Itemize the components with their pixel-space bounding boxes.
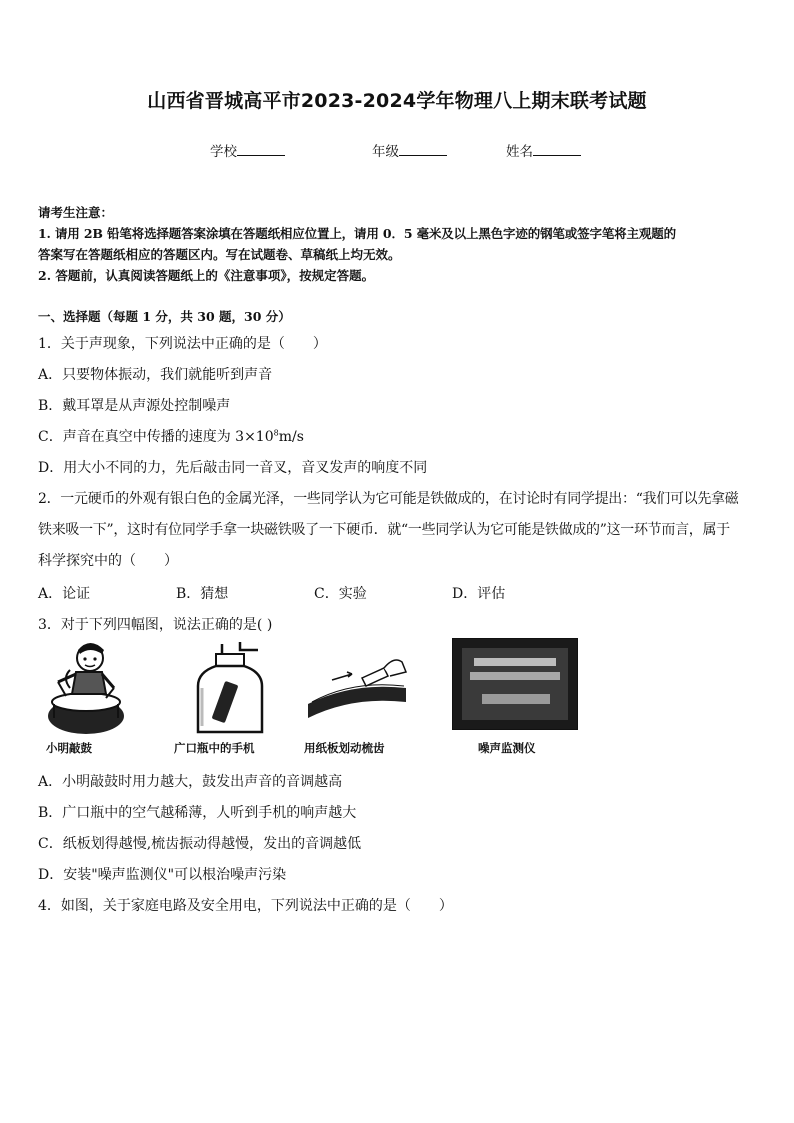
name-label: 姓名 [506,144,533,160]
school-field [210,140,285,160]
q2-stem-line2: 铁来吸一下”，这时有位同学手拿一块磁铁吸了一下硬币．就“一些同学认为它可能是铁做成的”这一环节而言，属于 [38,522,730,538]
q2-stem-line3: 科学探究中的（ ） [38,553,178,569]
q3-option-c: C．纸板划得越慢,梳齿振动得越慢，发出的音调越低 [38,836,362,852]
q1-option-c [38,426,304,446]
q1-option-c-exponent: 8 [273,428,279,438]
q2-option-d: D．评估 [452,586,506,602]
school-label: 学校 [210,144,237,160]
caption-drum: 小明敲鼓 [46,741,92,755]
notice-item2: 2. 答题前，认真阅读答题纸上的《注意事项》，按规定答题。 [38,268,375,283]
name-field [506,140,581,160]
q1-option-c-unit: m/s [278,429,304,445]
comb-card-figure [302,638,412,738]
q1-option-c-text: C．声音在真空中传播的速度为 3×10 [38,429,274,445]
grade-label: 年级 [372,144,399,160]
q3-figures [40,638,600,760]
q3-option-b: B．广口瓶中的空气越稀薄，人听到手机的响声越大 [38,805,357,821]
notice-item1-line1: 1. 请用 2B 铅笔将选择题答案涂填在答题纸相应位置上，请用 0．5 毫米及以上黑色字迹的钢笔或签字笔将主观题的 [38,226,676,241]
q1-option-b: B．戴耳罩是从声源处控制噪声 [38,398,231,414]
caption-comb: 用纸板划动梳齿 [304,741,385,755]
q2-stem-line1: 2．一元硬币的外观有银白色的金属光泽，一些同学认为它可能是铁做成的，在讨论时有同学提出：“我们可以先拿磁 [38,491,739,507]
noise-monitor-figure [452,638,578,730]
caption-monitor: 噪声监测仪 [478,741,536,755]
q2-option-b: B．猜想 [176,586,229,602]
q3-option-d: D．安装"噪声监测仪"可以根治噪声污染 [38,867,287,883]
grade-field [372,140,447,160]
drum-boy-figure [40,638,132,738]
q3-option-a: A．小明敲鼓时用力越大，鼓发出声音的音调越高 [38,774,343,790]
section-heading: 一、选择题（每题 1 分，共 30 题，30 分） [38,309,291,324]
notice-heading: 请考生注意： [38,205,114,220]
name-blank [533,143,581,156]
q1-stem: 1．关于声现象，下列说法中正确的是（ ） [38,336,327,352]
caption-jar: 广口瓶中的手机 [174,741,255,755]
notice-item1-line2: 答案写在答题纸相应的答题区内。写在试题卷、草稿纸上均无效。 [38,247,401,262]
q4-stem: 4．如图，关于家庭电路及安全用电，下列说法中正确的是（ ） [38,898,453,914]
q1-option-a: A．只要物体振动，我们就能听到声音 [38,367,273,383]
grade-blank [399,143,447,156]
q2-option-a: A．论证 [38,586,91,602]
page-title: 山西省晋城高平市2023-2024学年物理八上期末联考试题 [147,90,647,112]
q2-option-c: C．实验 [314,586,367,602]
q3-stem: 3．对于下列四幅图，说法正确的是( ) [38,617,273,633]
school-blank [237,143,285,156]
jar-phone-figure [188,638,278,738]
q1-option-d: D．用大小不同的力，先后敲击同一音叉，音叉发声的响度不同 [38,460,428,476]
